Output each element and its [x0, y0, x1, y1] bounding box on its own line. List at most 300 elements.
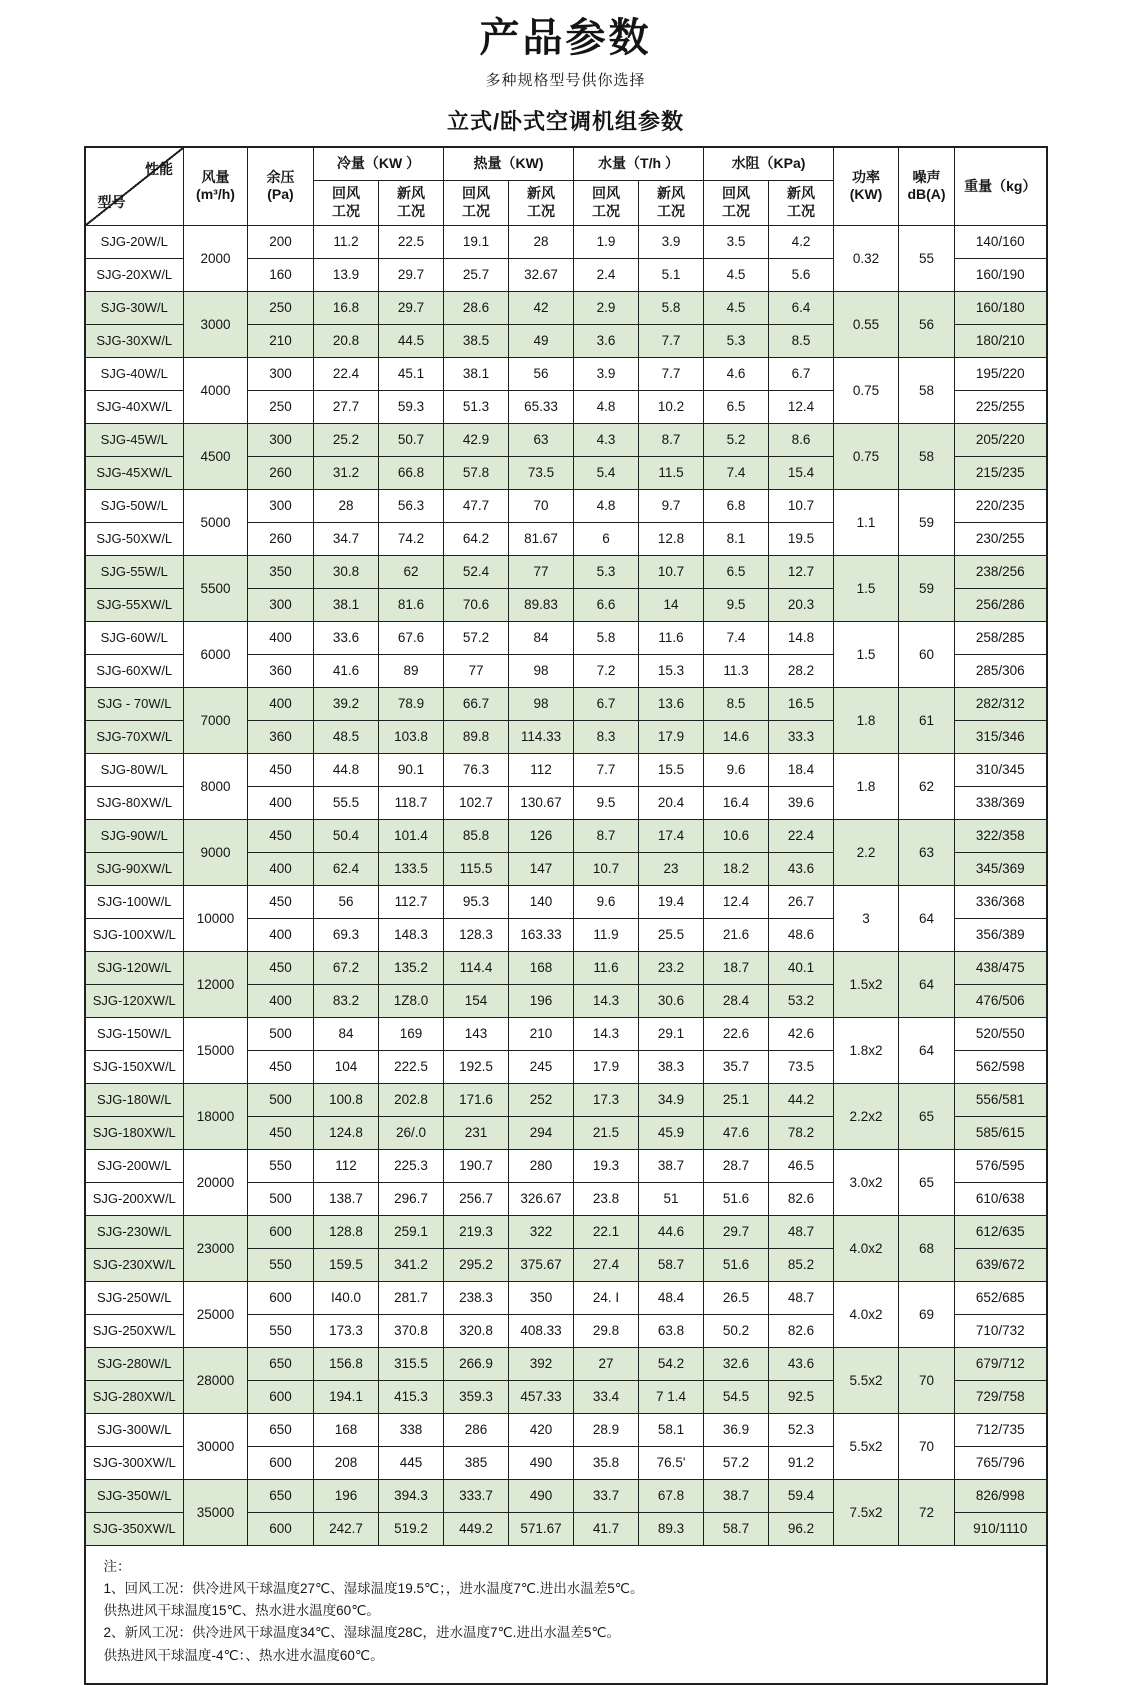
- cool-return-cell: 28: [314, 489, 379, 522]
- header-pressure: 余压 (Pa): [248, 147, 314, 225]
- header-corner-cell: [85, 147, 184, 225]
- resist-return-cell: 6.5: [704, 390, 769, 423]
- pressure-cell: 350: [248, 555, 314, 588]
- cool-return-cell: 194.1: [314, 1380, 379, 1413]
- heat-fresh-cell: 140: [509, 885, 574, 918]
- model-cell: SJG-70XW/L: [85, 720, 184, 753]
- cool-return-cell: 33.6: [314, 621, 379, 654]
- water-fresh-cell: 20.4: [639, 786, 704, 819]
- resist-return-cell: 58.7: [704, 1512, 769, 1545]
- cool-return-cell: 27.7: [314, 390, 379, 423]
- heat-fresh-cell: 245: [509, 1050, 574, 1083]
- model-cell: SJG-45W/L: [85, 423, 184, 456]
- water-fresh-cell: 17.9: [639, 720, 704, 753]
- cool-return-cell: 173.3: [314, 1314, 379, 1347]
- table-row: [85, 357, 1047, 390]
- water-fresh-cell: 5.8: [639, 291, 704, 324]
- power-cell: 4.0x2: [834, 1215, 899, 1281]
- power-cell: 1.8: [834, 687, 899, 753]
- header-resist-return: 回风 工况: [704, 180, 769, 225]
- pressure-cell: 450: [248, 753, 314, 786]
- weight-cell: 315/346: [955, 720, 1047, 753]
- air-volume-cell: 20000: [184, 1149, 248, 1215]
- weight-cell: 712/735: [955, 1413, 1047, 1446]
- resist-fresh-cell: 26.7: [769, 885, 834, 918]
- resist-return-cell: 4.5: [704, 291, 769, 324]
- table-row: [85, 819, 1047, 852]
- air-volume-cell: 7000: [184, 687, 248, 753]
- power-cell: 1.5: [834, 621, 899, 687]
- heat-return-cell: 47.7: [444, 489, 509, 522]
- cool-return-cell: 62.4: [314, 852, 379, 885]
- weight-cell: 256/286: [955, 588, 1047, 621]
- pressure-cell: 360: [248, 720, 314, 753]
- heat-fresh-cell: 56: [509, 357, 574, 390]
- water-fresh-cell: 63.8: [639, 1314, 704, 1347]
- air-volume-cell: 12000: [184, 951, 248, 1017]
- weight-cell: 612/635: [955, 1215, 1047, 1248]
- weight-cell: 282/312: [955, 687, 1047, 720]
- water-fresh-cell: 7.7: [639, 357, 704, 390]
- water-return-cell: 2.9: [574, 291, 639, 324]
- cool-fresh-cell: 103.8: [379, 720, 444, 753]
- model-cell: SJG-40W/L: [85, 357, 184, 390]
- water-return-cell: 4.3: [574, 423, 639, 456]
- cool-return-cell: I40.0: [314, 1281, 379, 1314]
- resist-return-cell: 8.5: [704, 687, 769, 720]
- cool-fresh-cell: 56.3: [379, 489, 444, 522]
- cool-return-cell: 13.9: [314, 258, 379, 291]
- heat-return-cell: 333.7: [444, 1479, 509, 1512]
- heat-return-cell: 66.7: [444, 687, 509, 720]
- power-cell: 5.5x2: [834, 1347, 899, 1413]
- resist-return-cell: 5.2: [704, 423, 769, 456]
- table-row: [85, 423, 1047, 456]
- water-fresh-cell: 7 1.4: [639, 1380, 704, 1413]
- water-return-cell: 3.6: [574, 324, 639, 357]
- water-fresh-cell: 76.5': [639, 1446, 704, 1479]
- noise-cell: 68: [899, 1215, 955, 1281]
- resist-fresh-cell: 8.5: [769, 324, 834, 357]
- cool-fresh-cell: 169: [379, 1017, 444, 1050]
- pressure-cell: 360: [248, 654, 314, 687]
- model-cell: SJG-40XW/L: [85, 390, 184, 423]
- weight-cell: 910/1110: [955, 1512, 1047, 1545]
- pressure-cell: 400: [248, 687, 314, 720]
- model-cell: SJG-230W/L: [85, 1215, 184, 1248]
- air-volume-cell: 35000: [184, 1479, 248, 1545]
- cool-fresh-cell: 45.1: [379, 357, 444, 390]
- water-return-cell: 27: [574, 1347, 639, 1380]
- resist-fresh-cell: 16.5: [769, 687, 834, 720]
- water-return-cell: 9.5: [574, 786, 639, 819]
- resist-return-cell: 32.6: [704, 1347, 769, 1380]
- model-cell: SJG-80XW/L: [85, 786, 184, 819]
- heat-return-cell: 28.6: [444, 291, 509, 324]
- cool-fresh-cell: 118.7: [379, 786, 444, 819]
- heat-return-cell: 128.3: [444, 918, 509, 951]
- header-resistance-group: 水阻（KPa): [704, 147, 834, 180]
- cool-fresh-cell: 445: [379, 1446, 444, 1479]
- cool-return-cell: 25.2: [314, 423, 379, 456]
- heat-return-cell: 64.2: [444, 522, 509, 555]
- pressure-cell: 450: [248, 951, 314, 984]
- water-fresh-cell: 7.7: [639, 324, 704, 357]
- model-cell: SJG-20XW/L: [85, 258, 184, 291]
- resist-return-cell: 10.6: [704, 819, 769, 852]
- pressure-cell: 300: [248, 357, 314, 390]
- pressure-cell: 650: [248, 1479, 314, 1512]
- cool-return-cell: 44.8: [314, 753, 379, 786]
- pressure-cell: 650: [248, 1347, 314, 1380]
- resist-return-cell: 29.7: [704, 1215, 769, 1248]
- water-return-cell: 5.8: [574, 621, 639, 654]
- resist-return-cell: 21.6: [704, 918, 769, 951]
- resist-fresh-cell: 82.6: [769, 1182, 834, 1215]
- cool-return-cell: 128.8: [314, 1215, 379, 1248]
- cool-return-cell: 196: [314, 1479, 379, 1512]
- resist-return-cell: 25.1: [704, 1083, 769, 1116]
- model-cell: SJG-90XW/L: [85, 852, 184, 885]
- weight-cell: 765/796: [955, 1446, 1047, 1479]
- water-fresh-cell: 12.8: [639, 522, 704, 555]
- resist-fresh-cell: 53.2: [769, 984, 834, 1017]
- noise-cell: 72: [899, 1479, 955, 1545]
- table-header: [85, 147, 1047, 225]
- table-row: [85, 687, 1047, 720]
- cool-fresh-cell: 101.4: [379, 819, 444, 852]
- power-cell: 1.8x2: [834, 1017, 899, 1083]
- pressure-cell: 300: [248, 423, 314, 456]
- table-title: 立式/卧式空调机组参数: [446, 109, 685, 134]
- resist-fresh-cell: 42.6: [769, 1017, 834, 1050]
- cool-fresh-cell: 90.1: [379, 753, 444, 786]
- model-cell: SJG-80W/L: [85, 753, 184, 786]
- weight-cell: 438/475: [955, 951, 1047, 984]
- heat-return-cell: 256.7: [444, 1182, 509, 1215]
- pressure-cell: 500: [248, 1083, 314, 1116]
- heat-return-cell: 219.3: [444, 1215, 509, 1248]
- heat-fresh-cell: 408.33: [509, 1314, 574, 1347]
- header-water-group: 水量（T/h ）: [574, 147, 704, 180]
- noise-cell: 55: [899, 225, 955, 291]
- noise-cell: 63: [899, 819, 955, 885]
- air-volume-cell: 8000: [184, 753, 248, 819]
- weight-cell: 679/712: [955, 1347, 1047, 1380]
- water-fresh-cell: 30.6: [639, 984, 704, 1017]
- water-return-cell: 11.6: [574, 951, 639, 984]
- heat-return-cell: 76.3: [444, 753, 509, 786]
- pressure-cell: 300: [248, 588, 314, 621]
- water-fresh-cell: 10.2: [639, 390, 704, 423]
- resist-return-cell: 12.4: [704, 885, 769, 918]
- model-cell: SJG - 70W/L: [85, 687, 184, 720]
- resist-return-cell: 16.4: [704, 786, 769, 819]
- pressure-cell: 400: [248, 918, 314, 951]
- resist-fresh-cell: 43.6: [769, 852, 834, 885]
- cool-return-cell: 50.4: [314, 819, 379, 852]
- cool-fresh-cell: 50.7: [379, 423, 444, 456]
- noise-cell: 61: [899, 687, 955, 753]
- water-return-cell: 33.4: [574, 1380, 639, 1413]
- heat-fresh-cell: 392: [509, 1347, 574, 1380]
- water-return-cell: 1.9: [574, 225, 639, 258]
- heat-fresh-cell: 490: [509, 1446, 574, 1479]
- resist-return-cell: 18.2: [704, 852, 769, 885]
- water-fresh-cell: 10.7: [639, 555, 704, 588]
- heat-fresh-cell: 420: [509, 1413, 574, 1446]
- heat-fresh-cell: 114.33: [509, 720, 574, 753]
- pressure-cell: 200: [248, 225, 314, 258]
- resist-fresh-cell: 92.5: [769, 1380, 834, 1413]
- pressure-cell: 600: [248, 1380, 314, 1413]
- weight-cell: 652/685: [955, 1281, 1047, 1314]
- model-cell: SJG-230XW/L: [85, 1248, 184, 1281]
- heat-return-cell: 77: [444, 654, 509, 687]
- pressure-cell: 600: [248, 1446, 314, 1479]
- pressure-cell: 300: [248, 489, 314, 522]
- weight-cell: 215/235: [955, 456, 1047, 489]
- resist-fresh-cell: 48.7: [769, 1281, 834, 1314]
- water-return-cell: 14.3: [574, 1017, 639, 1050]
- resist-fresh-cell: 85.2: [769, 1248, 834, 1281]
- resist-return-cell: 6.5: [704, 555, 769, 588]
- power-cell: 5.5x2: [834, 1413, 899, 1479]
- cool-return-cell: 30.8: [314, 555, 379, 588]
- heat-return-cell: 51.3: [444, 390, 509, 423]
- cool-fresh-cell: 394.3: [379, 1479, 444, 1512]
- air-volume-cell: 4000: [184, 357, 248, 423]
- water-fresh-cell: 15.3: [639, 654, 704, 687]
- resist-return-cell: 9.5: [704, 588, 769, 621]
- weight-cell: 310/345: [955, 753, 1047, 786]
- table-row: [85, 1347, 1047, 1380]
- resist-fresh-cell: 73.5: [769, 1050, 834, 1083]
- model-cell: SJG-180XW/L: [85, 1116, 184, 1149]
- table-row: [85, 555, 1047, 588]
- heat-fresh-cell: 130.67: [509, 786, 574, 819]
- air-volume-cell: 10000: [184, 885, 248, 951]
- power-cell: 1.8: [834, 753, 899, 819]
- resist-fresh-cell: 59.4: [769, 1479, 834, 1512]
- air-volume-cell: 15000: [184, 1017, 248, 1083]
- water-return-cell: 27.4: [574, 1248, 639, 1281]
- cool-return-cell: 34.7: [314, 522, 379, 555]
- air-volume-cell: 6000: [184, 621, 248, 687]
- cool-fresh-cell: 135.2: [379, 951, 444, 984]
- pressure-cell: 400: [248, 621, 314, 654]
- table-row: [85, 1083, 1047, 1116]
- cool-fresh-cell: 259.1: [379, 1215, 444, 1248]
- pressure-cell: 400: [248, 852, 314, 885]
- heat-fresh-cell: 77: [509, 555, 574, 588]
- heat-fresh-cell: 280: [509, 1149, 574, 1182]
- power-cell: 3.0x2: [834, 1149, 899, 1215]
- air-volume-cell: 9000: [184, 819, 248, 885]
- cool-return-cell: 100.8: [314, 1083, 379, 1116]
- model-cell: SJG-60W/L: [85, 621, 184, 654]
- cool-return-cell: 208: [314, 1446, 379, 1479]
- cool-fresh-cell: 222.5: [379, 1050, 444, 1083]
- noise-cell: 60: [899, 621, 955, 687]
- heat-fresh-cell: 98: [509, 687, 574, 720]
- heat-fresh-cell: 98: [509, 654, 574, 687]
- header-heating-group: 热量（KW): [444, 147, 574, 180]
- heat-return-cell: 143: [444, 1017, 509, 1050]
- heat-return-cell: 385: [444, 1446, 509, 1479]
- water-return-cell: 22.1: [574, 1215, 639, 1248]
- water-return-cell: 4.8: [574, 489, 639, 522]
- model-cell: SJG-300XW/L: [85, 1446, 184, 1479]
- weight-cell: 476/506: [955, 984, 1047, 1017]
- resist-return-cell: 8.1: [704, 522, 769, 555]
- noise-cell: 65: [899, 1149, 955, 1215]
- header-performance-label: 性能: [145, 161, 173, 177]
- model-cell: SJG-55W/L: [85, 555, 184, 588]
- cool-fresh-cell: 370.8: [379, 1314, 444, 1347]
- water-fresh-cell: 67.8: [639, 1479, 704, 1512]
- cool-fresh-cell: 415.3: [379, 1380, 444, 1413]
- weight-cell: 826/998: [955, 1479, 1047, 1512]
- pressure-cell: 600: [248, 1281, 314, 1314]
- weight-cell: 585/615: [955, 1116, 1047, 1149]
- weight-cell: 336/368: [955, 885, 1047, 918]
- header-heat-fresh: 新风 工况: [509, 180, 574, 225]
- water-return-cell: 14.3: [574, 984, 639, 1017]
- model-cell: SJG-350W/L: [85, 1479, 184, 1512]
- water-fresh-cell: 58.1: [639, 1413, 704, 1446]
- model-cell: SJG-180W/L: [85, 1083, 184, 1116]
- resist-fresh-cell: 48.7: [769, 1215, 834, 1248]
- cool-return-cell: 83.2: [314, 984, 379, 1017]
- cool-fresh-cell: 148.3: [379, 918, 444, 951]
- resist-return-cell: 5.3: [704, 324, 769, 357]
- cool-fresh-cell: 78.9: [379, 687, 444, 720]
- resist-fresh-cell: 20.3: [769, 588, 834, 621]
- model-cell: SJG-90W/L: [85, 819, 184, 852]
- table-row: [85, 885, 1047, 918]
- cool-fresh-cell: 338: [379, 1413, 444, 1446]
- resist-fresh-cell: 78.2: [769, 1116, 834, 1149]
- power-cell: 2.2x2: [834, 1083, 899, 1149]
- water-fresh-cell: 23.2: [639, 951, 704, 984]
- heat-fresh-cell: 147: [509, 852, 574, 885]
- water-return-cell: 6: [574, 522, 639, 555]
- water-fresh-cell: 9.7: [639, 489, 704, 522]
- cool-fresh-cell: 519.2: [379, 1512, 444, 1545]
- resist-return-cell: 50.2: [704, 1314, 769, 1347]
- resist-fresh-cell: 43.6: [769, 1347, 834, 1380]
- air-volume-cell: 28000: [184, 1347, 248, 1413]
- water-return-cell: 17.3: [574, 1083, 639, 1116]
- table-row: [85, 1479, 1047, 1512]
- water-return-cell: 5.3: [574, 555, 639, 588]
- pressure-cell: 450: [248, 819, 314, 852]
- heat-fresh-cell: 89.83: [509, 588, 574, 621]
- resist-return-cell: 26.5: [704, 1281, 769, 1314]
- cool-fresh-cell: 44.5: [379, 324, 444, 357]
- heat-return-cell: 115.5: [444, 852, 509, 885]
- cool-return-cell: 38.1: [314, 588, 379, 621]
- cool-return-cell: 138.7: [314, 1182, 379, 1215]
- water-return-cell: 4.8: [574, 390, 639, 423]
- power-cell: 7.5x2: [834, 1479, 899, 1545]
- cool-return-cell: 55.5: [314, 786, 379, 819]
- weight-cell: 195/220: [955, 357, 1047, 390]
- table-row: [85, 1281, 1047, 1314]
- cool-return-cell: 69.3: [314, 918, 379, 951]
- water-fresh-cell: 54.2: [639, 1347, 704, 1380]
- water-return-cell: 8.3: [574, 720, 639, 753]
- cool-return-cell: 31.2: [314, 456, 379, 489]
- noise-cell: 64: [899, 951, 955, 1017]
- water-return-cell: 17.9: [574, 1050, 639, 1083]
- header-water-return: 回风 工况: [574, 180, 639, 225]
- weight-cell: 610/638: [955, 1182, 1047, 1215]
- model-cell: SJG-30W/L: [85, 291, 184, 324]
- header-resist-fresh: 新风 工况: [769, 180, 834, 225]
- water-fresh-cell: 38.3: [639, 1050, 704, 1083]
- air-volume-cell: 18000: [184, 1083, 248, 1149]
- weight-cell: 220/235: [955, 489, 1047, 522]
- resist-fresh-cell: 12.7: [769, 555, 834, 588]
- heat-fresh-cell: 375.67: [509, 1248, 574, 1281]
- model-cell: SJG-350XW/L: [85, 1512, 184, 1545]
- air-volume-cell: 2000: [184, 225, 248, 291]
- water-return-cell: 19.3: [574, 1149, 639, 1182]
- resist-fresh-cell: 18.4: [769, 753, 834, 786]
- pressure-cell: 550: [248, 1314, 314, 1347]
- resist-fresh-cell: 82.6: [769, 1314, 834, 1347]
- heat-return-cell: 38.5: [444, 324, 509, 357]
- model-cell: SJG-250W/L: [85, 1281, 184, 1314]
- water-return-cell: 2.4: [574, 258, 639, 291]
- noise-cell: 69: [899, 1281, 955, 1347]
- noise-cell: 64: [899, 1017, 955, 1083]
- header-heat-return: 回风 工况: [444, 180, 509, 225]
- water-return-cell: 28.9: [574, 1413, 639, 1446]
- header-model-label: 型号: [97, 194, 126, 210]
- resist-return-cell: 18.7: [704, 951, 769, 984]
- heat-fresh-cell: 326.67: [509, 1182, 574, 1215]
- page-subtitle: 多种规格型号供你选择: [485, 72, 646, 89]
- resist-fresh-cell: 91.2: [769, 1446, 834, 1479]
- heat-return-cell: 95.3: [444, 885, 509, 918]
- resist-return-cell: 51.6: [704, 1248, 769, 1281]
- heat-return-cell: 171.6: [444, 1083, 509, 1116]
- water-return-cell: 9.6: [574, 885, 639, 918]
- cool-return-cell: 112: [314, 1149, 379, 1182]
- heat-return-cell: 57.2: [444, 621, 509, 654]
- resist-fresh-cell: 8.6: [769, 423, 834, 456]
- heat-return-cell: 89.8: [444, 720, 509, 753]
- resist-return-cell: 28.4: [704, 984, 769, 1017]
- cool-return-cell: 67.2: [314, 951, 379, 984]
- air-volume-cell: 5000: [184, 489, 248, 555]
- resist-fresh-cell: 52.3: [769, 1413, 834, 1446]
- resist-return-cell: 4.5: [704, 258, 769, 291]
- power-cell: 2.2: [834, 819, 899, 885]
- pressure-cell: 160: [248, 258, 314, 291]
- resist-return-cell: 3.5: [704, 225, 769, 258]
- resist-fresh-cell: 12.4: [769, 390, 834, 423]
- pressure-cell: 600: [248, 1215, 314, 1248]
- cool-fresh-cell: 296.7: [379, 1182, 444, 1215]
- resist-fresh-cell: 19.5: [769, 522, 834, 555]
- heat-fresh-cell: 168: [509, 951, 574, 984]
- water-return-cell: 3.9: [574, 357, 639, 390]
- header-power: 功率 (KW): [834, 147, 899, 225]
